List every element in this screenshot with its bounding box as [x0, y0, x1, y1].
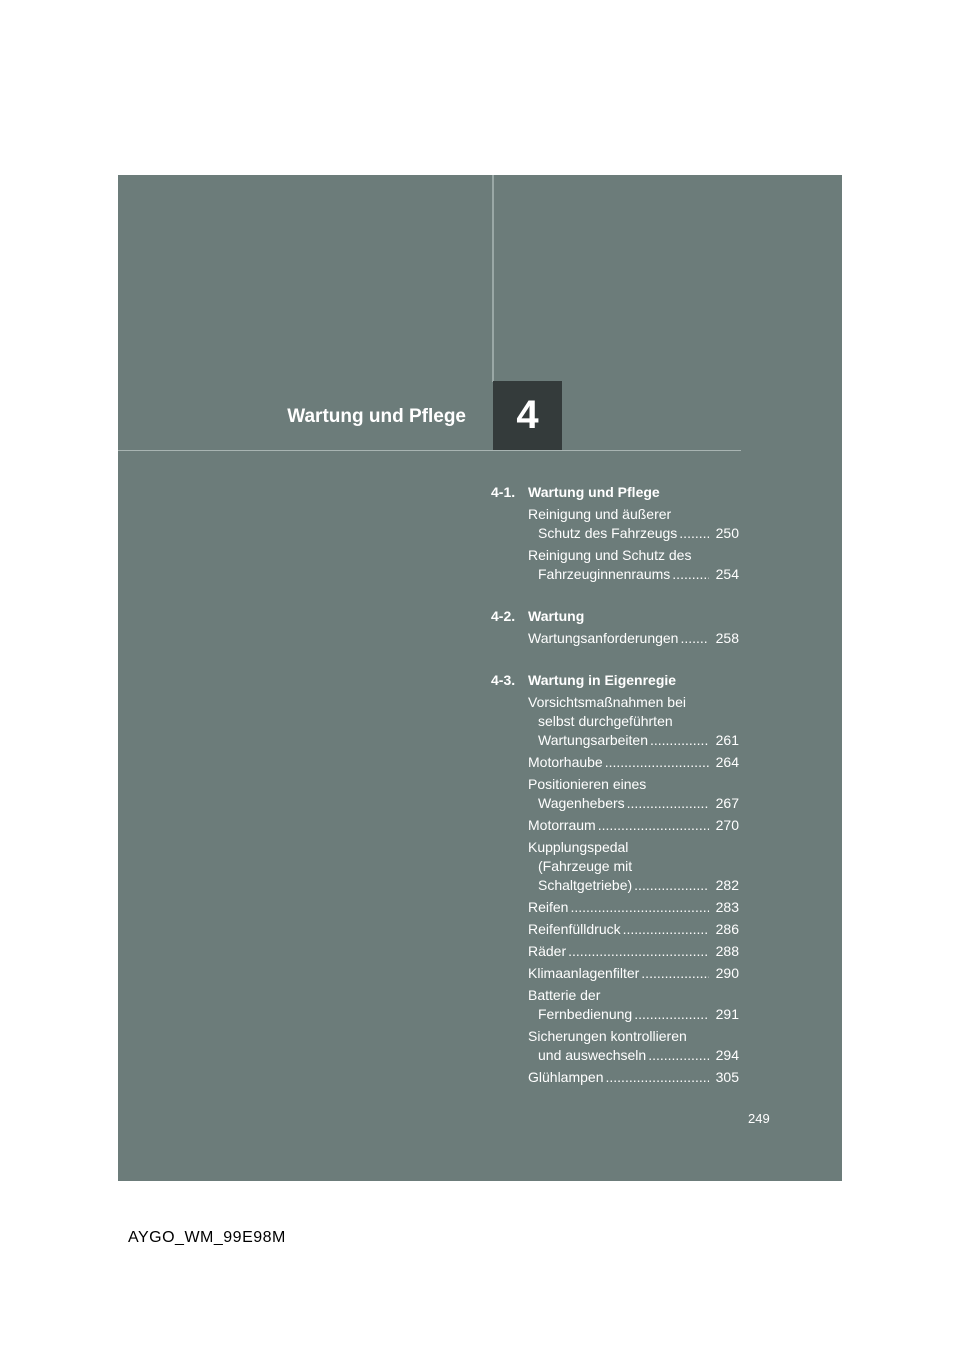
- dot-leader: [621, 920, 709, 939]
- dot-leader: [648, 731, 709, 750]
- entry-page-number: 294: [715, 1047, 739, 1063]
- dot-leader: [568, 898, 709, 917]
- toc-entry[interactable]: [528, 505, 739, 543]
- chapter-title: Wartung und Pflege: [287, 406, 466, 427]
- entry-page-number: 282: [715, 877, 739, 893]
- dot-leader: [678, 629, 709, 648]
- entry-line: Glühlampen: [528, 1069, 604, 1085]
- toc-entry[interactable]: [528, 753, 739, 772]
- entry-line: Sicherungen kontrollieren: [528, 1028, 687, 1044]
- entry-line: Batterie der: [528, 987, 601, 1003]
- entry-line: Motorhaube: [528, 754, 603, 770]
- toc-entry[interactable]: [528, 546, 739, 584]
- toc-entry[interactable]: [528, 1027, 739, 1065]
- toc-entry[interactable]: [528, 1068, 739, 1087]
- table-of-contents: [491, 482, 739, 1109]
- horizontal-divider: [118, 450, 741, 451]
- dot-leader: [603, 753, 709, 772]
- entry-page-number: 267: [715, 795, 739, 811]
- section-title: Wartung: [528, 608, 585, 624]
- entry-page-number: 264: [715, 754, 739, 770]
- footer-code: AYGO_WM_99E98M: [128, 1229, 286, 1246]
- toc-section-heading[interactable]: [491, 670, 739, 690]
- entry-line: Reifen: [528, 899, 569, 915]
- dot-leader: [646, 1046, 709, 1065]
- dot-leader: [677, 524, 709, 543]
- dot-leader: [625, 794, 709, 813]
- chapter-number: 4: [516, 393, 539, 437]
- vertical-divider: [492, 175, 494, 382]
- toc-section: [491, 670, 739, 1087]
- section-title: Wartung in Eigenregie: [528, 672, 677, 688]
- dot-leader: [632, 1005, 709, 1024]
- entry-line: selbst durchgeführten: [538, 713, 673, 729]
- entry-line: Reinigung und Schutz des: [528, 547, 692, 563]
- entry-page-number: 261: [715, 732, 739, 748]
- entry-line: Vorsichtsmaßnahmen bei: [528, 694, 686, 710]
- section-number: 4-1.: [491, 484, 516, 500]
- entry-page-number: 286: [715, 921, 739, 937]
- toc-entry[interactable]: [528, 942, 739, 961]
- entry-line: Schaltgetriebe): [538, 877, 633, 893]
- entry-page-number: 290: [715, 965, 739, 981]
- toc-entry[interactable]: [528, 816, 739, 835]
- toc-entry[interactable]: [528, 898, 739, 917]
- section-number: 4-3.: [491, 672, 516, 688]
- entry-line: Wartungsarbeiten: [538, 732, 648, 748]
- dot-leader: [566, 942, 709, 961]
- entry-page-number: 283: [715, 899, 739, 915]
- entry-line: Reifenfülldruck: [528, 921, 621, 937]
- entry-line: Räder: [528, 943, 567, 959]
- entry-line: Reinigung und äußerer: [528, 506, 672, 522]
- entry-line: Wartungsanforderungen: [528, 630, 679, 646]
- entry-page-number: 254: [715, 566, 739, 582]
- section-title: Wartung und Pflege: [528, 484, 660, 500]
- toc-entry[interactable]: [528, 920, 739, 939]
- toc-section: [491, 606, 739, 648]
- entry-line: Schutz des Fahrzeugs: [538, 525, 678, 541]
- entry-line: Kupplungspedal: [528, 839, 629, 855]
- dot-leader: [596, 816, 709, 835]
- entry-line: und auswechseln: [538, 1047, 647, 1063]
- toc-entry[interactable]: [528, 986, 739, 1024]
- entry-page-number: 291: [715, 1006, 739, 1022]
- entry-line: Fahrzeuginnenraums: [538, 566, 671, 582]
- toc-section-heading[interactable]: [491, 606, 739, 626]
- entry-page-number: 305: [715, 1069, 739, 1085]
- entry-line: Positionieren eines: [528, 776, 647, 792]
- dot-leader: [604, 1068, 710, 1087]
- toc-entry[interactable]: [528, 629, 739, 648]
- page-number: 249: [748, 1111, 770, 1126]
- section-number: 4-2.: [491, 608, 516, 624]
- entry-line: Motorraum: [528, 817, 596, 833]
- entry-page-number: 288: [715, 943, 739, 959]
- toc-entry[interactable]: [528, 838, 739, 895]
- entry-line: Fernbedienung: [538, 1006, 633, 1022]
- entry-line: Klimaanlagenfilter: [528, 965, 640, 981]
- entry-line: Wagenhebers: [538, 795, 625, 811]
- dot-leader: [639, 964, 709, 983]
- toc-section-heading[interactable]: [491, 482, 739, 502]
- entry-page-number: 258: [715, 630, 739, 646]
- dot-leader: [670, 565, 709, 584]
- dot-leader: [632, 876, 709, 895]
- chapter-number-box: [493, 381, 562, 450]
- toc-entry[interactable]: [528, 964, 739, 983]
- toc-section: [491, 482, 739, 584]
- entry-page-number: 270: [715, 817, 739, 833]
- toc-entry[interactable]: [528, 775, 739, 813]
- entry-line: (Fahrzeuge mit: [538, 858, 633, 874]
- entry-page-number: 250: [715, 525, 739, 541]
- toc-entry[interactable]: [528, 693, 739, 750]
